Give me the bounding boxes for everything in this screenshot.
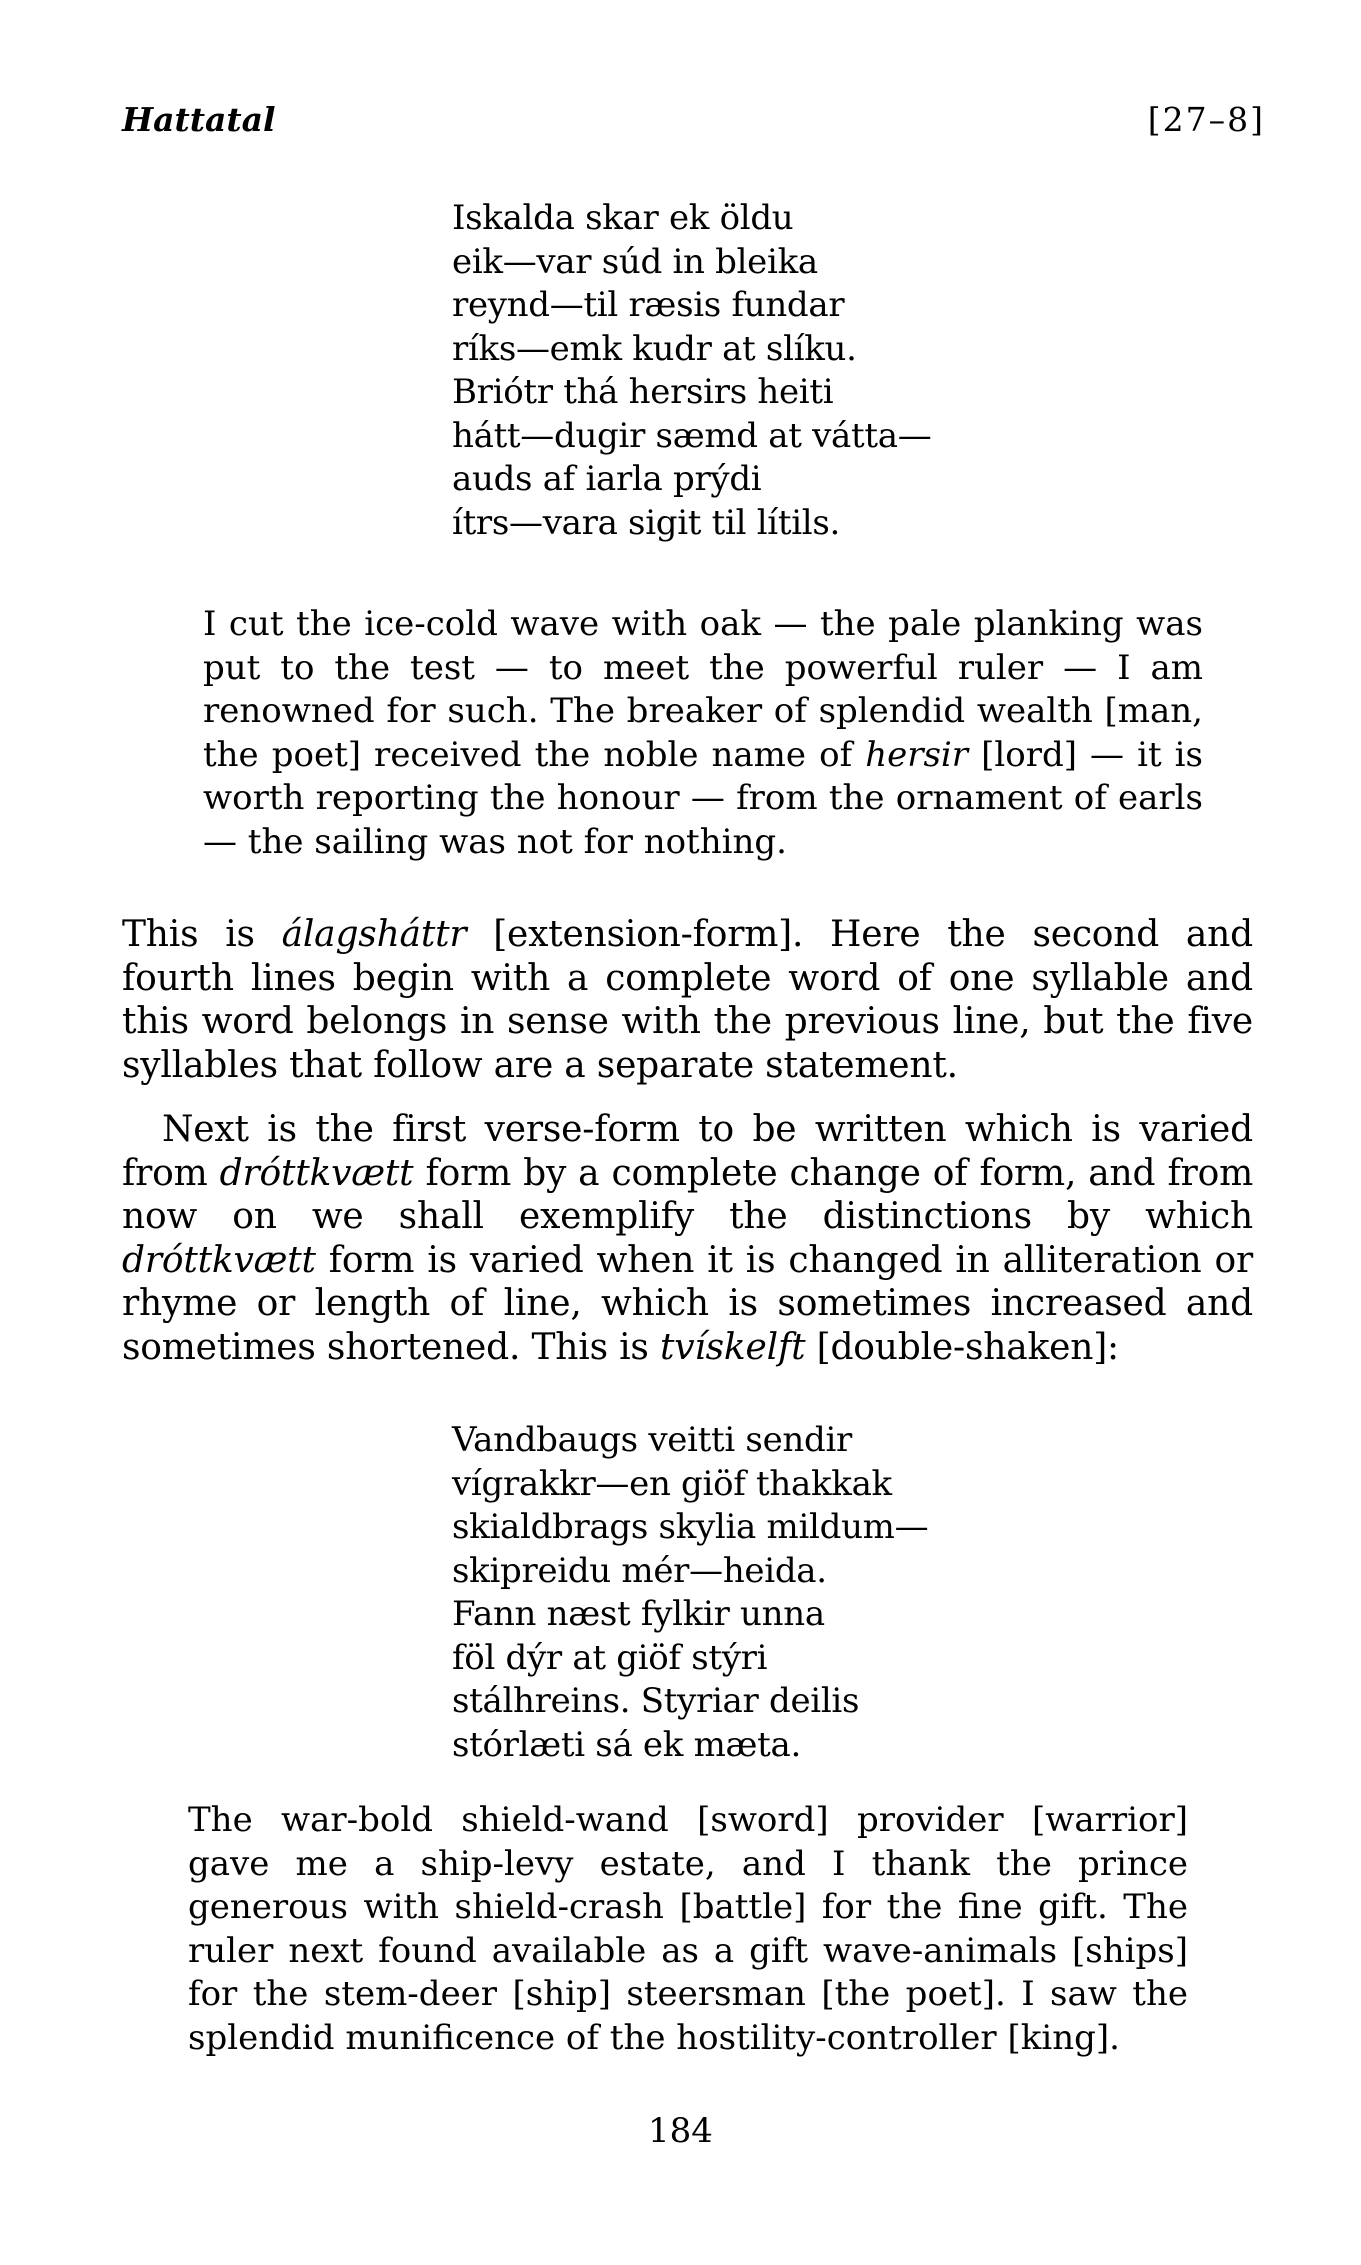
verse-line: vígrakkr—en giöf thakkak [452,1463,892,1504]
translation-text: [lord] — it is worth reporting the honour — from the ornament of earls — the sailing was not for nothing. [203,734,1204,862]
verse-line: stálhreins. Styriar deilis [452,1681,860,1721]
running-head-title: Hattatal [122,100,276,139]
paragraph-text: This is [122,914,282,955]
verse-line: eik—var súd in bleika [452,241,818,282]
verse-line: stórlæti sá ek mæta. [452,1724,802,1765]
verse-line: reynd—til ræsis fundar [452,285,845,325]
term-drottkvaett: dróttkvætt [219,1152,414,1194]
paragraph-text: form by a complete change of form, and from now on we shall exemplify the distinctions by which [122,1152,1254,1237]
verse-line: Fann næst fylkir unna [452,1594,825,1634]
page-number: 184 [648,2111,713,2151]
commentary-paragraph-2 [122,1108,1253,1369]
verse-line: ríks—emk kudr at slíku. [452,328,857,369]
verse-line: hátt—dugir sæmd at vátta— [452,415,932,456]
term-alagshattr: álagsháttr [281,914,467,955]
paragraph-text: form is varied when it is changed in alliteration or rhyme or length of line, which is sometimes increased and sometimes shortened. This is [122,1239,1253,1368]
verse-line: Briótr thá hersirs heiti [452,372,834,412]
translation-stanza-27 [203,603,1203,864]
term-drottkvaett: dróttkvætt [122,1239,316,1281]
translation-stanza-28: The war-bold shield-wand [sword] provider [warrior] gave me a ship-levy estate, and I thank the prince generous with shield-crash [battle] for the fine gift. The ruler next found available as a gift wave-animals [ships] for the stem-deer [ship] steersman [the poet]. I saw the splendid munificence of the hostility-controller [king]. [188,1800,1188,2058]
paragraph-text: [extension-form]. Here the second and fourth lines begin with a complete word of one syllable and this word belongs in sense with the previous line, but the five syllables that follow are a separate statement. [122,914,1253,1086]
verse-stanza-27 [452,197,931,545]
paragraph-text: Next is the first verse-form to be written which is varied from [122,1109,1253,1194]
paragraph-text: [double-shaken]: [805,1326,1119,1368]
stanza-range: [27–8] [1147,100,1265,139]
term-hersir: hersir [865,734,969,775]
verse-line: auds af iarla prýdi [452,459,762,499]
verse-line: skipreidu mér—heida. [452,1550,827,1591]
verse-line: föl dýr at giöf stýri [452,1637,768,1678]
verse-line: ítrs—vara sigit til lítils. [452,502,841,543]
verse-stanza-28 [452,1419,928,1767]
verse-line: skialdbrags skylia mildum— [452,1507,929,1547]
commentary-paragraph-1 [122,913,1253,1087]
verse-line: Iskalda skar ek öldu [452,198,794,238]
translation-text: I cut the ice-cold wave with oak — the pale planking was put to the test — to meet the powerful ruler — I am renowned for such. The breaker of splendid wealth [man, the poet] received the noble name of [203,604,1203,775]
term-tviskelft: tvískelft [659,1326,806,1368]
verse-line: Vandbaugs veitti sendir [452,1420,852,1460]
